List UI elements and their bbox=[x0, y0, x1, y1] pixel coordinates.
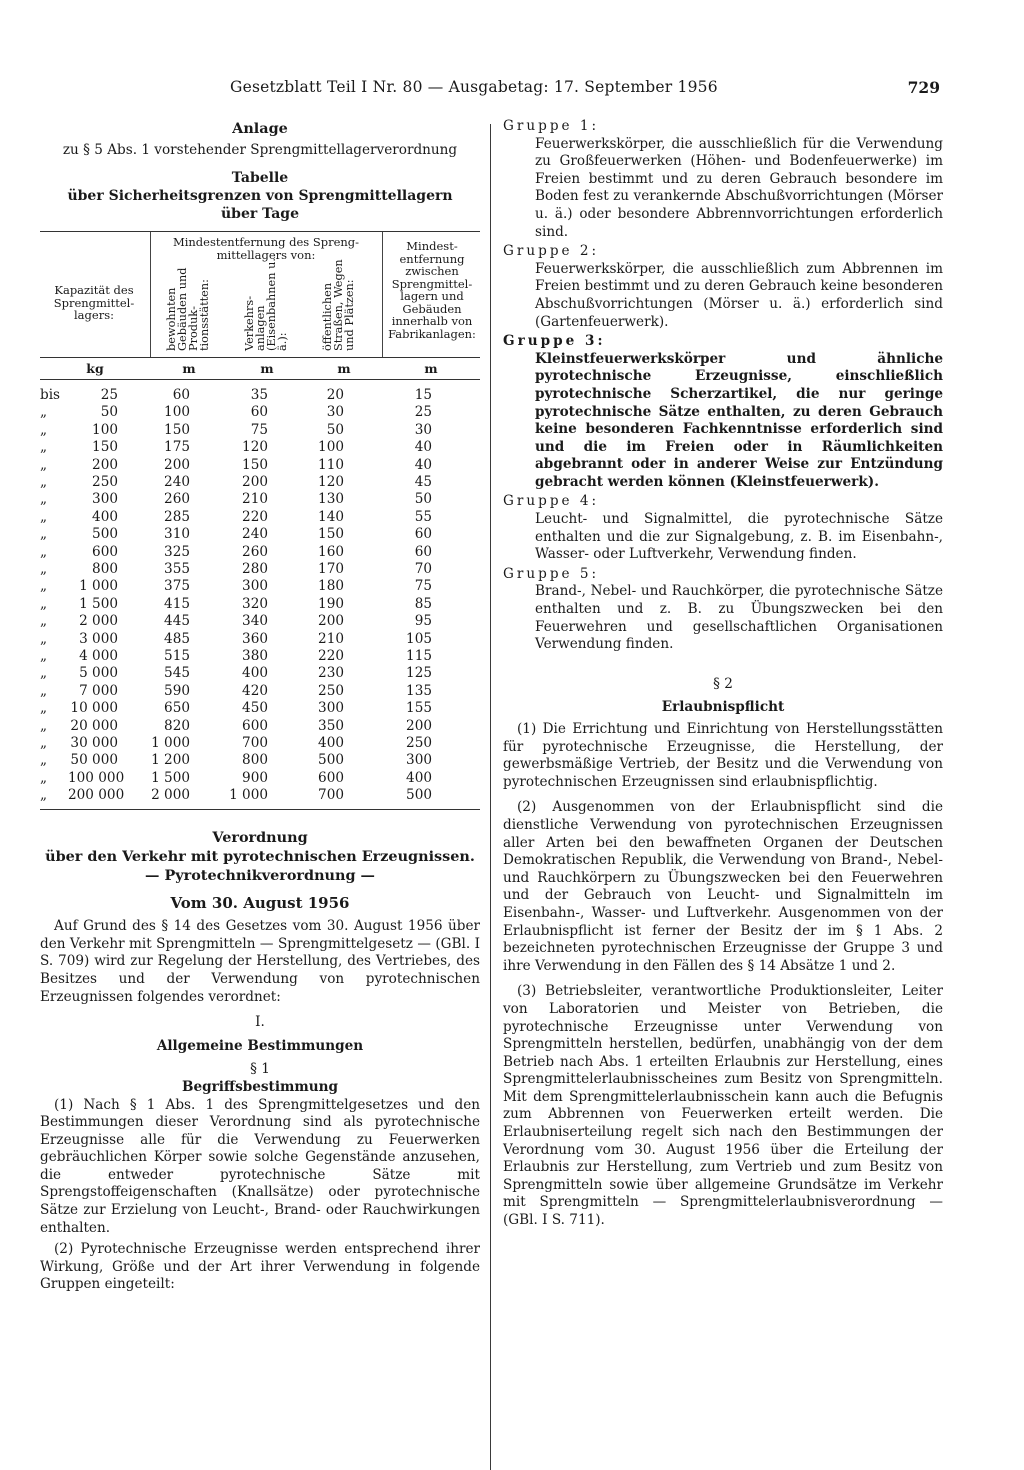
group-1-label: Gruppe 1: bbox=[503, 118, 600, 134]
cell-traffic: 200 bbox=[242, 474, 268, 491]
cell-between-stores: 85 bbox=[414, 595, 432, 612]
cell-buildings: 285 bbox=[164, 508, 190, 525]
section-2-title: Erlaubnispflicht bbox=[661, 699, 785, 716]
row-prefix: „ bbox=[40, 561, 48, 577]
header-divider bbox=[382, 232, 383, 357]
row-prefix: „ bbox=[40, 526, 48, 543]
cell-between-stores: 50 bbox=[414, 491, 432, 508]
table-row bbox=[40, 457, 480, 474]
cell-buildings: 1 000 bbox=[151, 734, 190, 751]
cell-between-stores: 60 bbox=[414, 543, 432, 560]
cell-streets: 20 bbox=[326, 387, 344, 404]
cell-between-stores: 300 bbox=[406, 752, 432, 769]
cell-buildings: 445 bbox=[164, 613, 190, 630]
row-prefix: „ bbox=[40, 404, 48, 421]
row-prefix: „ bbox=[40, 700, 48, 717]
cell-buildings: 2 000 bbox=[151, 787, 190, 804]
cell-buildings: 325 bbox=[164, 543, 190, 560]
table-body bbox=[40, 380, 480, 809]
cell-between-stores: 500 bbox=[406, 787, 432, 804]
cell-buildings: 240 bbox=[164, 474, 190, 491]
cell-traffic: 210 bbox=[242, 491, 268, 508]
group-4-label: Gruppe 4: bbox=[503, 493, 600, 510]
row-prefix: „ bbox=[40, 769, 48, 786]
cell-capacity: 30 000 bbox=[70, 734, 118, 751]
row-prefix: „ bbox=[40, 578, 48, 595]
group-5-text: Brand-, Nebel- und Rauchkörper, die pyrotechnische Sätze enthalten und z. B. zu Übungszwecken bei den Feuerwehren und gesellschaftlichen Organisationen Verwendung finden. bbox=[535, 583, 943, 653]
cell-between-stores: 40 bbox=[414, 456, 432, 473]
table-row bbox=[40, 578, 480, 595]
cell-streets: 170 bbox=[318, 561, 344, 577]
table-title bbox=[40, 169, 480, 223]
table-row bbox=[40, 544, 480, 561]
cell-capacity: 5 000 bbox=[79, 665, 118, 682]
cell-traffic: 240 bbox=[242, 526, 268, 543]
group-5-label: Gruppe 5: bbox=[503, 565, 600, 582]
row-prefix: „ bbox=[40, 787, 48, 804]
cell-between-stores: 15 bbox=[414, 387, 432, 404]
anlage-title: Anlage bbox=[232, 120, 288, 137]
cell-streets: 200 bbox=[318, 613, 344, 630]
cell-between-stores: 155 bbox=[406, 700, 432, 717]
section-1: § 1 bbox=[250, 1061, 270, 1078]
cell-between-stores: 400 bbox=[406, 769, 432, 786]
unit-m: m bbox=[424, 360, 438, 376]
unit-m: m bbox=[337, 360, 351, 376]
cell-buildings: 375 bbox=[164, 578, 190, 595]
header-kapazitaet: Kapazität des Sprengmittellagers: bbox=[53, 283, 135, 323]
cell-between-stores: 45 bbox=[414, 474, 432, 491]
cell-capacity: 10 000 bbox=[70, 700, 118, 717]
cell-between-stores: 105 bbox=[406, 630, 432, 647]
table-row bbox=[40, 439, 480, 456]
row-prefix: „ bbox=[40, 630, 48, 647]
cell-buildings: 820 bbox=[164, 717, 190, 734]
cell-capacity: 7 000 bbox=[79, 682, 118, 699]
section-1-paragraph-2: (2) Pyrotechnische Erzeugnisse werden entsprechend ihrer Wirkung, Größe und der Art ihrer Verwendung in folgende Gruppen eingeteilt: bbox=[40, 1241, 480, 1293]
cell-traffic: 700 bbox=[242, 734, 268, 751]
row-prefix: „ bbox=[40, 595, 48, 612]
cell-between-stores: 30 bbox=[414, 421, 432, 438]
group-1-text: Feuerwerkskörper, die ausschließlich für die Verwendung zu Großfeuerwerken (Höhen- und Bodenfeuerwerke) im Freien bestimmt und zu deren Gebrauch besondere im Boden fest zu verankernde Abschußvorrichtungen (Mörser u. ä.) oder besondere Abbrennvorrichtungen erforderlich sind. bbox=[535, 135, 943, 240]
section-2-paragraph-2: (2) Ausgenommen von der Erlaubnispflicht sind die dienstliche Verwendung von pyrotechnischen Erzeugnissen aller Arten bei den bewaffneten Organen der Deutschen Demokratischen Republik, die Verwendung von Brand-, Nebel- und Rauchkörpern zu Übungszwecken bei den Feuerwehren und der Gebrauch von Leucht- und Signalmitteln im Eisenbahn-, Wasser- und Luftverkehr. Ausgenommen von der Erlaubnispflicht ist ferner der Besitz der im § 1 Abs. 2 bezeichneten pyrotechnischen Erzeugnisse der Gruppe 3 und ihre Verwendung in den Fällen des § 14 Absätze 1 und 2. bbox=[503, 799, 943, 974]
table-row bbox=[40, 770, 480, 787]
header-traffic: Verkehrsanlagen (Eisenbahnen u. ä.): bbox=[243, 258, 289, 352]
row-prefix: „ bbox=[40, 613, 48, 630]
section-1-paragraph-1: (1) Nach § 1 Abs. 1 des Sprengmittelgesetzes und den Bestimmungen dieser Verordnung sind als pyrotechnische Erzeugnisse alle für die Verwendung zu Feuerwerken gebräuchlichen Körper sowie solche Gegenstände anzusehen, die entweder pyrotechnische Sätze mit Sprengstoffeigenschaften (Knallsätze) oder pyrotechnische Sätze zur Erzielung von Leucht-, Brand- oder Rauchwirkungen enthalten. bbox=[40, 1096, 480, 1236]
cell-capacity: 3 000 bbox=[79, 630, 118, 647]
header-buildings: bewohnten Gebäuden und Produktionsstätten: bbox=[165, 267, 211, 352]
row-prefix: „ bbox=[40, 682, 48, 699]
cell-capacity: 150 bbox=[92, 439, 118, 456]
cell-streets: 350 bbox=[318, 717, 344, 734]
anlage-subtitle: zu § 5 Abs. 1 vorstehender Sprengmittellagerverordnung bbox=[62, 141, 458, 158]
header-between-stores: Mindestentfernung zwischen Sprengmittellagern und Gebäuden innerhalb von Fabrikanlagen: bbox=[388, 239, 476, 341]
table-row bbox=[40, 474, 480, 491]
row-prefix: „ bbox=[40, 717, 48, 734]
preamble: Auf Grund des § 14 des Gesetzes vom 30. August 1956 über den Verkehr mit Sprengmitteln — Sprengmittelgesetz — (GBl. I S. 709) wird zur Regelung der Herstellung, des Vertriebes, des Besitzes und der Verwendung von pyrotechnischen Erzeugnissen folgendes verordnet: bbox=[40, 918, 480, 1005]
table-row bbox=[40, 561, 480, 578]
row-prefix: „ bbox=[40, 508, 48, 525]
column-separator bbox=[490, 124, 491, 1470]
cell-between-stores: 25 bbox=[414, 404, 432, 421]
right-column bbox=[503, 118, 943, 1230]
cell-streets: 100 bbox=[318, 439, 344, 456]
cell-between-stores: 95 bbox=[414, 613, 432, 630]
cell-streets: 250 bbox=[318, 682, 344, 699]
group-2-label: Gruppe 2: bbox=[503, 243, 600, 260]
cell-streets: 110 bbox=[318, 456, 344, 473]
cell-capacity: 20 000 bbox=[70, 717, 118, 734]
table-row bbox=[40, 787, 480, 804]
cell-streets: 50 bbox=[326, 421, 344, 438]
group-4-text: Leucht- und Signalmittel, die pyrotechnische Sätze enthalten und die zur Signalgebung, z. B. im Eisenbahn-, Wasser- oder Luftverkehr, Verwendung finden. bbox=[535, 511, 943, 563]
table-row bbox=[40, 422, 480, 439]
cell-traffic: 120 bbox=[242, 439, 268, 456]
section-2: § 2 bbox=[713, 675, 733, 692]
row-prefix: „ bbox=[40, 752, 48, 769]
table-row bbox=[40, 596, 480, 613]
cell-streets: 190 bbox=[318, 595, 344, 612]
table-header bbox=[40, 232, 480, 358]
cell-streets: 120 bbox=[318, 474, 344, 491]
row-prefix: „ bbox=[40, 474, 48, 491]
table-row bbox=[40, 648, 480, 665]
cell-between-stores: 115 bbox=[406, 647, 432, 664]
cell-buildings: 590 bbox=[164, 682, 190, 699]
cell-traffic: 600 bbox=[242, 717, 268, 734]
cell-buildings: 485 bbox=[164, 630, 190, 647]
table-row bbox=[40, 526, 480, 543]
cell-traffic: 35 bbox=[250, 387, 268, 404]
table-row bbox=[40, 492, 480, 509]
row-prefix: „ bbox=[40, 491, 48, 508]
cell-streets: 400 bbox=[318, 734, 344, 751]
cell-buildings: 545 bbox=[164, 665, 190, 682]
cell-buildings: 100 bbox=[164, 404, 190, 421]
cell-buildings: 150 bbox=[164, 421, 190, 438]
header-streets: öffentlichen Straßen, Wegen und Plätzen: bbox=[321, 259, 356, 352]
cell-capacity: 100 000 bbox=[68, 769, 125, 786]
cell-capacity: 250 bbox=[92, 474, 118, 491]
cell-capacity: 25 bbox=[100, 387, 118, 404]
cell-between-stores: 60 bbox=[414, 526, 432, 543]
cell-streets: 220 bbox=[318, 647, 344, 664]
row-prefix: „ bbox=[40, 665, 48, 682]
cell-buildings: 260 bbox=[164, 491, 190, 508]
table-row bbox=[40, 509, 480, 526]
table-row bbox=[40, 700, 480, 717]
cell-capacity: 50 000 bbox=[70, 752, 118, 769]
cell-capacity: 4 000 bbox=[79, 647, 118, 664]
cell-capacity: 400 bbox=[92, 508, 118, 525]
group-3-text: Kleinstfeuerwerkskörper und ähnliche pyrotechnische Erzeugnisse, einschließlich pyrotechnische Scherzartikel, die nur geringe pyrotechnische Sätze enthalten, zu deren Gebrauch keine besonderen Fachkenntnisse erforderlich sind und die im Freien oder in Räumlichkeiten abgebrannt oder in anderer Weise zur Entzündung gebracht werden können (Kleinstfeuerwerk). bbox=[535, 350, 943, 490]
cell-capacity: 500 bbox=[92, 526, 118, 543]
cell-between-stores: 55 bbox=[414, 508, 432, 525]
table-row bbox=[40, 613, 480, 630]
cell-traffic: 340 bbox=[242, 613, 268, 630]
cell-between-stores: 40 bbox=[414, 439, 432, 456]
cell-traffic: 380 bbox=[242, 647, 268, 664]
cell-capacity: 2 000 bbox=[79, 613, 118, 630]
decree-date: Vom 30. August 1956 bbox=[170, 893, 350, 912]
cell-traffic: 1 000 bbox=[229, 787, 268, 804]
cell-traffic: 400 bbox=[242, 665, 268, 682]
group-2-text: Feuerwerkskörper, die ausschließlich zum Abbrennen im Freien bestimmt und zu deren Gebrauch keine besonderen Abschußvorrichtungen (Mörser u. ä.) erforderlich sind (Gartenfeuerwerk). bbox=[535, 260, 943, 330]
cell-capacity: 200 bbox=[92, 456, 118, 473]
table-row bbox=[40, 405, 480, 422]
cell-streets: 210 bbox=[318, 630, 344, 647]
cell-traffic: 800 bbox=[242, 752, 268, 769]
safety-distance-table bbox=[40, 231, 480, 809]
table-row bbox=[40, 752, 480, 769]
row-prefix: „ bbox=[40, 456, 48, 473]
cell-traffic: 300 bbox=[242, 578, 268, 595]
cell-streets: 700 bbox=[318, 787, 344, 804]
row-prefix: „ bbox=[40, 647, 48, 664]
cell-traffic: 320 bbox=[242, 595, 268, 612]
cell-buildings: 310 bbox=[164, 526, 190, 543]
cell-traffic: 360 bbox=[242, 630, 268, 647]
section-1-title: Begriffsbestimmung bbox=[181, 1078, 339, 1095]
cell-between-stores: 250 bbox=[406, 734, 432, 751]
table-row bbox=[40, 735, 480, 752]
cell-buildings: 1 500 bbox=[151, 769, 190, 786]
table-row bbox=[40, 683, 480, 700]
table-row bbox=[40, 631, 480, 648]
cell-traffic: 280 bbox=[242, 561, 268, 577]
page-number: 729 bbox=[907, 78, 940, 97]
cell-streets: 30 bbox=[326, 404, 344, 421]
cell-buildings: 355 bbox=[164, 561, 190, 577]
decree-title-line-2: über den Verkehr mit pyrotechnischen Erzeugnissen. bbox=[45, 847, 475, 865]
cell-streets: 300 bbox=[318, 700, 344, 717]
cell-buildings: 515 bbox=[164, 647, 190, 664]
cell-capacity: 100 bbox=[92, 421, 118, 438]
section-2-paragraph-3: (3) Betriebsleiter, verantwortliche Produktionsleiter, Leiter von Laboratorien und Meister von Betrieben, die pyrotechnische Erzeugnisse unter Verwendung von Sprengmitteln herstellen, bedürfen, unabhängig von der dem Betrieb nach Abs. 1 erteilten Erlaubnis zur Herstellung, eines Sprengmittelerlaubnisscheines zum Besitz von Sprengmitteln. Mit dem Sprengmittelerlaubnisschein kann auch die Befugnis zum Abbrennen von Feuerwerken erteilt werden. Die Erlaubniserteilung regelt sich nach den Bestimmungen der Verordnung vom 30. August 1956 über die Erteilung der Erlaubnis zur Herstellung, zum Vertrieb und zum Besitz von Sprengmitteln sowie über allgemeine Grundsätze im Verkehr mit Sprengmitteln — Sprengmittelerlaubnisverordnung — (GBl. I S. 711). bbox=[503, 983, 943, 1229]
cell-between-stores: 200 bbox=[406, 717, 432, 734]
cell-capacity: 300 bbox=[92, 491, 118, 508]
cell-buildings: 200 bbox=[164, 456, 190, 473]
cell-capacity: 600 bbox=[92, 543, 118, 560]
cell-streets: 600 bbox=[318, 769, 344, 786]
cell-traffic: 75 bbox=[250, 421, 268, 438]
cell-buildings: 60 bbox=[172, 387, 190, 404]
cell-capacity: 1 000 bbox=[79, 578, 118, 595]
cell-buildings: 650 bbox=[164, 700, 190, 717]
table-row bbox=[40, 387, 480, 404]
cell-traffic: 220 bbox=[242, 508, 268, 525]
part-number: I. bbox=[255, 1014, 265, 1031]
section-2-paragraph-1: (1) Die Errichtung und Einrichtung von Herstellungsstätten für pyrotechnische Erzeugnisse, die Herstellung, der gewerbsmäßige Vertrieb, der Besitz und die Verwendung von pyrotechnischen Erzeugnissen sind erlaubnispflichtig. bbox=[503, 721, 943, 790]
cell-traffic: 900 bbox=[242, 769, 268, 786]
group-3-label: Gruppe 3: bbox=[503, 333, 606, 350]
row-prefix: bis bbox=[40, 387, 61, 404]
cell-capacity: 1 500 bbox=[79, 595, 118, 612]
decree-title bbox=[40, 828, 480, 885]
cell-streets: 160 bbox=[318, 543, 344, 560]
cell-traffic: 450 bbox=[242, 700, 268, 717]
row-prefix: „ bbox=[40, 439, 48, 456]
units-row bbox=[40, 358, 480, 380]
table-title-line-3: über Tage bbox=[221, 206, 299, 223]
cell-streets: 500 bbox=[318, 752, 344, 769]
cell-buildings: 1 200 bbox=[151, 752, 190, 769]
page-header bbox=[40, 78, 940, 104]
left-column bbox=[40, 118, 480, 1294]
cell-streets: 140 bbox=[318, 508, 344, 525]
cell-streets: 130 bbox=[318, 491, 344, 508]
row-prefix: „ bbox=[40, 543, 48, 560]
table-row bbox=[40, 718, 480, 735]
cell-buildings: 415 bbox=[164, 595, 190, 612]
row-prefix: „ bbox=[40, 734, 48, 751]
cell-between-stores: 70 bbox=[414, 561, 432, 577]
part-title: Allgemeine Bestimmungen bbox=[156, 1037, 364, 1054]
cell-traffic: 150 bbox=[242, 456, 268, 473]
cell-capacity: 200 000 bbox=[68, 787, 125, 804]
row-prefix: „ bbox=[40, 421, 48, 438]
cell-traffic: 60 bbox=[250, 404, 268, 421]
cell-traffic: 260 bbox=[242, 543, 268, 560]
cell-streets: 150 bbox=[318, 526, 344, 543]
cell-streets: 180 bbox=[318, 578, 344, 595]
unit-m: m bbox=[260, 360, 274, 376]
table-row bbox=[40, 665, 480, 682]
running-title: Gesetzblatt Teil I Nr. 80 — Ausgabetag: 17. September 1956 bbox=[230, 78, 718, 96]
cell-between-stores: 125 bbox=[406, 665, 432, 682]
unit-kg: kg bbox=[86, 360, 104, 376]
cell-buildings: 175 bbox=[164, 439, 190, 456]
cell-between-stores: 135 bbox=[406, 682, 432, 699]
table-title-line-2: über Sicherheitsgrenzen von Sprengmittellagern bbox=[67, 188, 453, 205]
cell-streets: 230 bbox=[318, 665, 344, 682]
cell-capacity: 800 bbox=[92, 561, 118, 577]
cell-between-stores: 75 bbox=[414, 578, 432, 595]
cell-traffic: 420 bbox=[242, 682, 268, 699]
cell-capacity: 50 bbox=[100, 404, 118, 421]
decree-title-line-3: — Pyrotechnikverordnung — bbox=[145, 866, 375, 884]
header-span-mindestentfernung: Mindestentfernung des Sprengmittellagers von: bbox=[172, 235, 360, 262]
unit-m: m bbox=[182, 360, 196, 376]
table-title-line-1: Tabelle bbox=[231, 170, 289, 187]
decree-title-line-1: Verordnung bbox=[212, 828, 308, 846]
